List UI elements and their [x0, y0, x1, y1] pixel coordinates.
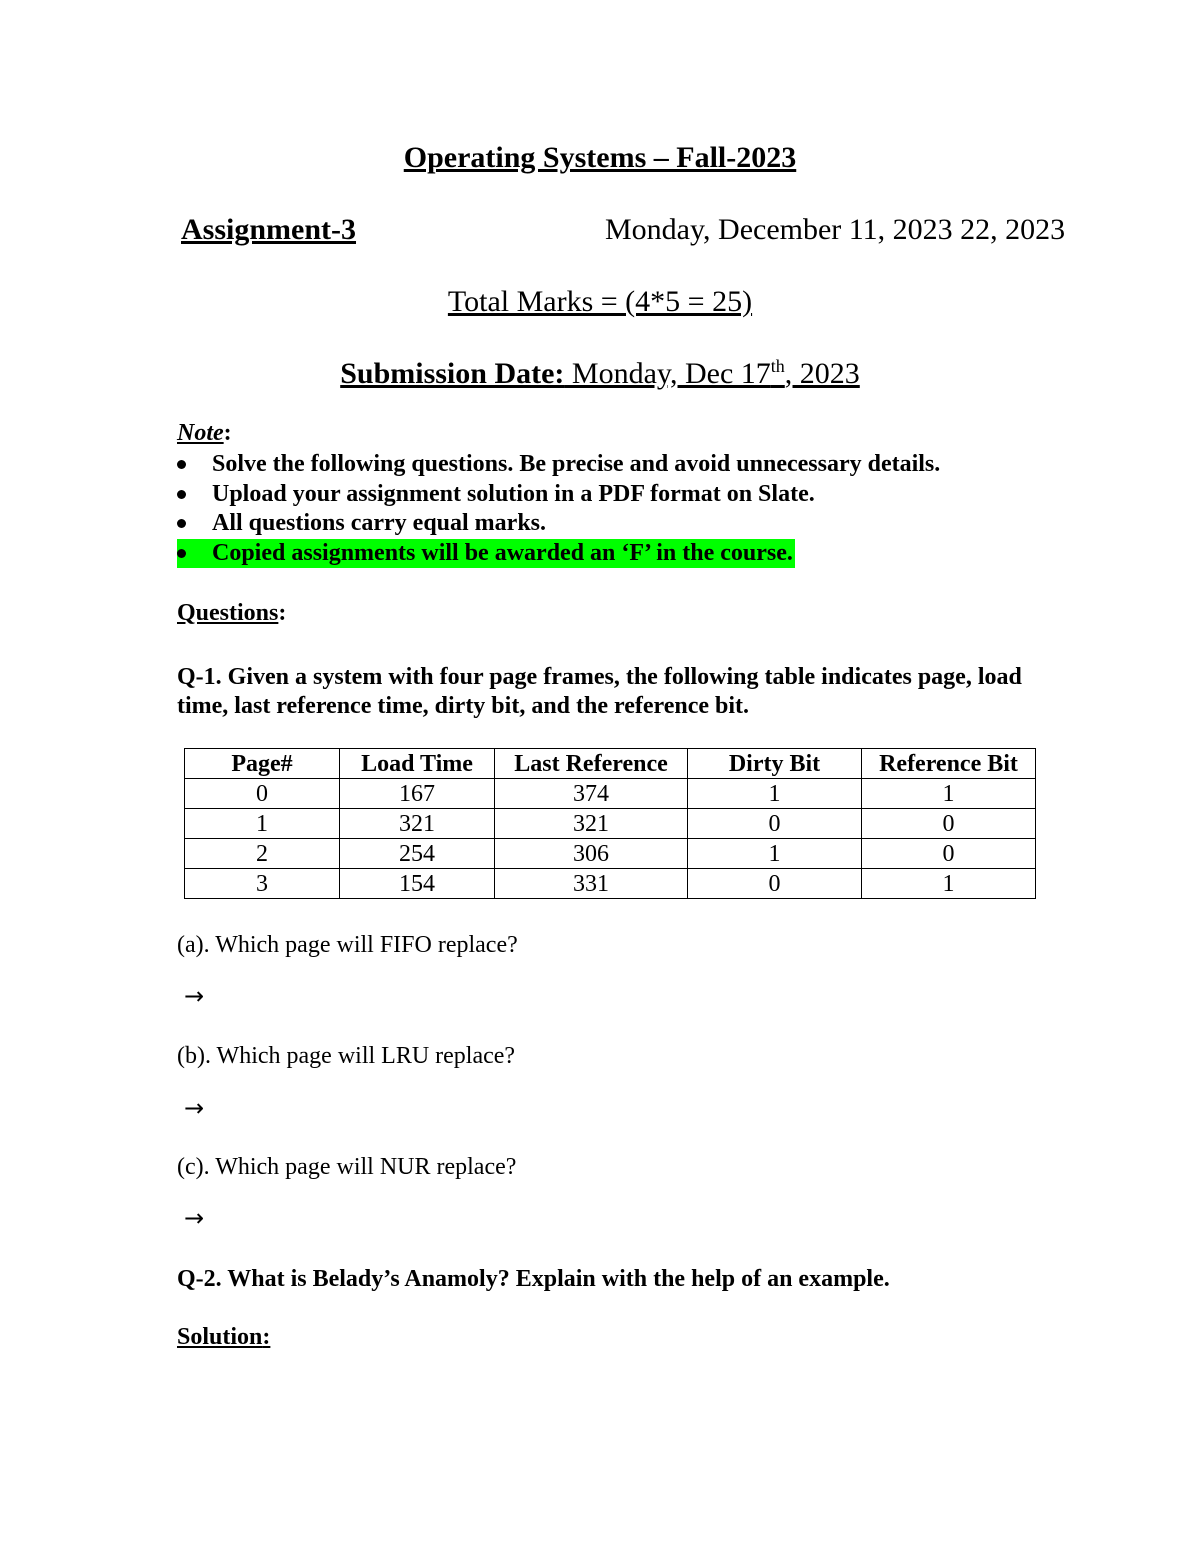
table-cell: 1: [688, 779, 862, 809]
table-header-row: [185, 749, 1036, 779]
arrow-right-icon: →: [184, 1094, 205, 1122]
column-header: Page#: [185, 749, 340, 779]
column-header: Last Reference: [495, 749, 688, 779]
submission-date-prefix: Monday, Dec 17: [564, 357, 771, 390]
note-item: Solve the following questions. Be precise and avoid unnecessary details.: [177, 450, 940, 480]
column-header: Reference Bit: [862, 749, 1036, 779]
table-cell: 0: [688, 869, 862, 899]
table-row: [185, 779, 1036, 809]
table-cell: 306: [495, 839, 688, 869]
table-cell: 1: [688, 839, 862, 869]
sub-question-b: (b). Which page will LRU replace?: [177, 1043, 516, 1069]
table-row: [185, 809, 1036, 839]
note-item: Upload your assignment solution in a PDF format on Slate.: [177, 480, 940, 510]
table-cell: 1: [862, 869, 1036, 899]
column-header: Load Time: [340, 749, 495, 779]
sub-question-c: (c). Which page will NUR replace?: [177, 1154, 517, 1180]
date-line: Monday, December 11, 2023 22, 2023: [605, 213, 1066, 246]
bullet-icon: [177, 490, 186, 499]
question-2-text: Q-2. What is Belady’s Anamoly? Explain with the help of an example.: [177, 1266, 890, 1292]
table-cell: 1: [185, 809, 340, 839]
note-heading: Note:: [177, 420, 232, 446]
table-cell: 154: [340, 869, 495, 899]
questions-heading: Questions:: [177, 600, 287, 626]
arrow-right-icon: →: [184, 982, 205, 1010]
note-item: All questions carry equal marks.: [177, 509, 940, 539]
table-row: [185, 839, 1036, 869]
table-cell: 2: [185, 839, 340, 869]
table-cell: 331: [495, 869, 688, 899]
table-cell: 3: [185, 869, 340, 899]
arrow-right-icon: →: [184, 1204, 205, 1232]
table-cell: 254: [340, 839, 495, 869]
table-cell: 0: [185, 779, 340, 809]
document-title: Operating Systems – Fall-2023: [403, 141, 797, 174]
table-cell: 374: [495, 779, 688, 809]
note-item-highlighted: Copied assignments will be awarded an ‘F’ in the course.: [177, 539, 795, 569]
bullet-icon: [177, 519, 186, 528]
sub-question-a: (a). Which page will FIFO replace?: [177, 932, 518, 958]
table-cell: 321: [340, 809, 495, 839]
table-cell: 1: [862, 779, 1036, 809]
assignment-label: Assignment-3: [181, 213, 357, 246]
note-list: [177, 450, 940, 568]
submission-date-suffix: , 2023: [784, 357, 860, 390]
table-row: [185, 869, 1036, 899]
table-cell: 0: [862, 809, 1036, 839]
table-cell: 0: [688, 809, 862, 839]
bullet-icon: [177, 460, 186, 469]
submission-date: [0, 357, 1200, 391]
question-1-text: Q-1. Given a system with four page frames, the following table indicates page, load time, last reference time, dirty bit, and the reference bit.: [177, 664, 1022, 719]
table-cell: 0: [862, 839, 1036, 869]
table-cell: 167: [340, 779, 495, 809]
solution-heading: Solution:: [177, 1324, 271, 1350]
page-table: [184, 748, 1036, 899]
bullet-icon: [177, 549, 186, 558]
column-header: Dirty Bit: [688, 749, 862, 779]
submission-label: Submission Date:: [340, 357, 565, 390]
table-cell: 321: [495, 809, 688, 839]
total-marks: Total Marks = (4*5 = 25): [447, 285, 753, 318]
submission-date-sup: th: [770, 356, 785, 376]
